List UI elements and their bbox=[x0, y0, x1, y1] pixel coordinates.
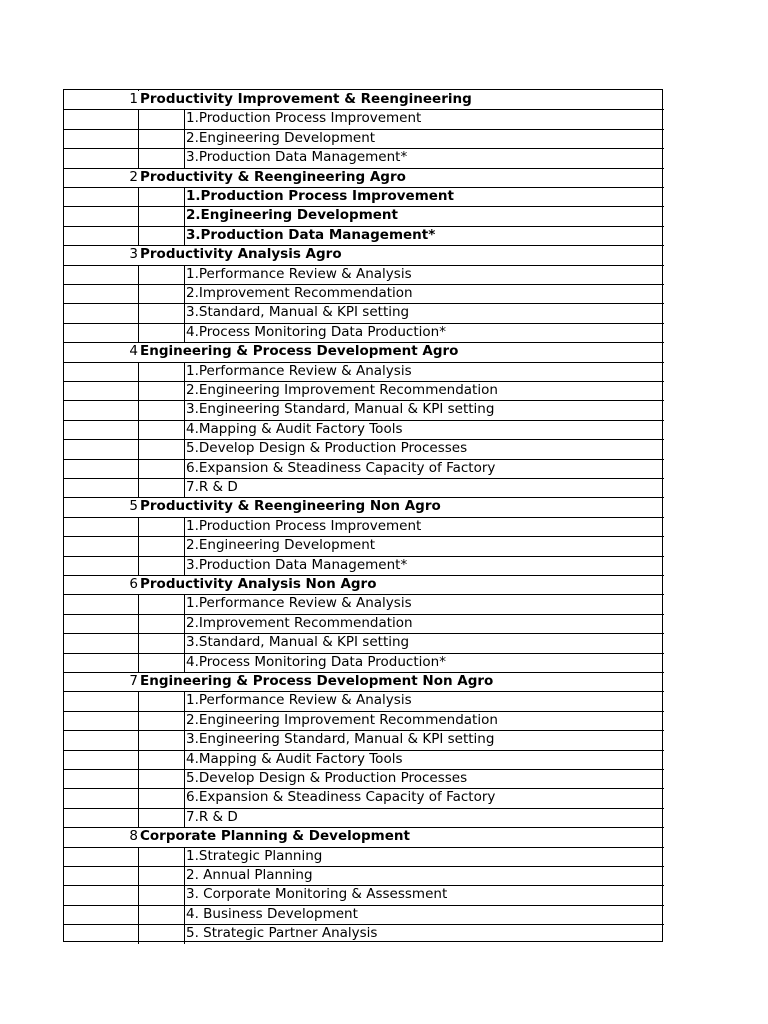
column-divider bbox=[138, 459, 139, 478]
column-divider bbox=[138, 303, 139, 322]
item-row bbox=[64, 788, 664, 807]
item-label: 2.Improvement Recommendation bbox=[186, 614, 413, 631]
column-divider bbox=[138, 711, 139, 730]
section-row bbox=[64, 168, 664, 187]
item-label: 2.Engineering Development bbox=[186, 537, 376, 554]
item-row bbox=[64, 459, 664, 478]
section-row bbox=[64, 575, 664, 594]
item-row bbox=[64, 109, 664, 128]
spreadsheet-table bbox=[63, 89, 663, 942]
section-title: Engineering & Process Development Non Agro bbox=[140, 673, 494, 689]
section-title: Productivity & Reengineering Non Agro bbox=[140, 498, 441, 515]
item-label: 3.Production Data Management* bbox=[186, 556, 408, 573]
item-label: 1.Performance Review & Analysis bbox=[186, 595, 412, 612]
item-row bbox=[64, 206, 664, 225]
item-row bbox=[64, 400, 664, 419]
item-row bbox=[64, 614, 664, 633]
section-number: 7 bbox=[129, 673, 138, 689]
item-row bbox=[64, 594, 664, 613]
item-label: 3.Standard, Manual & KPI setting bbox=[186, 634, 410, 651]
column-divider bbox=[138, 730, 139, 749]
column-divider bbox=[184, 730, 185, 749]
item-row bbox=[64, 478, 664, 497]
column-divider bbox=[184, 847, 185, 866]
item-label: 1.Performance Review & Analysis bbox=[186, 362, 412, 379]
column-divider bbox=[138, 265, 139, 284]
item-row bbox=[64, 148, 664, 167]
item-row bbox=[64, 847, 664, 866]
section-title: Engineering & Process Development Agro bbox=[140, 343, 459, 360]
item-row bbox=[64, 323, 664, 342]
column-divider bbox=[184, 439, 185, 458]
item-row bbox=[64, 769, 664, 788]
item-label: 1.Performance Review & Analysis bbox=[186, 692, 412, 709]
column-divider bbox=[184, 614, 185, 633]
column-divider bbox=[184, 691, 185, 710]
item-label: 3. Corporate Monitoring & Assessment bbox=[186, 886, 448, 903]
item-row bbox=[64, 129, 664, 148]
column-divider bbox=[138, 439, 139, 458]
column-divider bbox=[184, 653, 185, 672]
item-row bbox=[64, 711, 664, 730]
item-label: 7.R & D bbox=[186, 808, 238, 825]
column-divider bbox=[138, 420, 139, 439]
column-divider bbox=[138, 750, 139, 769]
column-divider bbox=[184, 905, 185, 924]
column-divider bbox=[138, 672, 139, 673]
column-divider bbox=[184, 109, 185, 128]
section-row bbox=[64, 245, 664, 264]
item-row bbox=[64, 750, 664, 769]
item-label: 1.Performance Review & Analysis bbox=[186, 265, 412, 282]
column-divider bbox=[138, 342, 139, 343]
section-row bbox=[64, 827, 664, 846]
column-divider bbox=[138, 362, 139, 381]
item-label: 1.Production Process Improvement bbox=[186, 110, 422, 127]
column-divider bbox=[184, 420, 185, 439]
item-row bbox=[64, 381, 664, 400]
item-row bbox=[64, 730, 664, 749]
item-row bbox=[64, 691, 664, 710]
item-label: 3.Engineering Standard, Manual & KPI setting bbox=[186, 401, 495, 418]
item-label: 6.Expansion & Steadiness Capacity of Factory bbox=[186, 789, 496, 806]
column-divider bbox=[138, 497, 139, 498]
item-label: 3.Engineering Standard, Manual & KPI setting bbox=[186, 731, 495, 748]
item-label: 2. Annual Planning bbox=[186, 867, 313, 883]
column-divider bbox=[184, 750, 185, 769]
column-divider bbox=[138, 633, 139, 652]
column-divider bbox=[138, 206, 139, 225]
column-divider bbox=[184, 459, 185, 478]
item-label: 2.Engineering Improvement Recommendation bbox=[186, 711, 498, 728]
item-label: 6.Expansion & Steadiness Capacity of Factory bbox=[186, 459, 496, 476]
item-row bbox=[64, 362, 664, 381]
column-divider bbox=[184, 788, 185, 807]
item-row bbox=[64, 633, 664, 652]
column-divider bbox=[184, 400, 185, 419]
section-number: 6 bbox=[129, 576, 138, 592]
section-title: Corporate Planning & Development bbox=[140, 828, 410, 845]
section-title: Productivity Analysis Agro bbox=[140, 246, 342, 263]
column-divider bbox=[138, 381, 139, 400]
column-divider bbox=[138, 614, 139, 633]
column-divider bbox=[184, 885, 185, 904]
column-divider bbox=[184, 633, 185, 652]
column-divider bbox=[138, 168, 139, 169]
item-label: 4.Mapping & Audit Factory Tools bbox=[186, 750, 403, 767]
column-divider bbox=[138, 866, 139, 885]
column-divider bbox=[184, 187, 185, 206]
column-divider bbox=[138, 323, 139, 342]
item-label: 7.R & D bbox=[186, 479, 238, 495]
column-divider bbox=[138, 245, 139, 246]
item-label: 2.Engineering Development bbox=[186, 129, 376, 146]
item-row bbox=[64, 187, 664, 206]
item-label: 3.Production Data Management* bbox=[186, 149, 408, 166]
item-label: 5. Strategic Partner Analysis bbox=[186, 925, 378, 942]
column-divider bbox=[138, 788, 139, 807]
column-divider bbox=[184, 303, 185, 322]
column-divider bbox=[138, 284, 139, 303]
column-divider bbox=[138, 653, 139, 672]
column-divider bbox=[138, 556, 139, 575]
item-row bbox=[64, 924, 664, 943]
item-label: 3.Standard, Manual & KPI setting bbox=[186, 304, 410, 321]
section-row bbox=[64, 497, 664, 516]
item-row bbox=[64, 653, 664, 672]
column-divider bbox=[138, 400, 139, 419]
column-divider bbox=[184, 556, 185, 575]
column-divider bbox=[184, 711, 185, 730]
item-label: 2.Engineering Development bbox=[186, 207, 398, 224]
column-divider bbox=[138, 187, 139, 206]
section-row bbox=[64, 672, 664, 691]
column-divider bbox=[184, 362, 185, 381]
item-row bbox=[64, 439, 664, 458]
item-label: 4.Process Monitoring Data Production* bbox=[186, 323, 446, 340]
item-row bbox=[64, 905, 664, 924]
column-divider bbox=[184, 924, 185, 943]
item-label: 2.Engineering Improvement Recommendation bbox=[186, 382, 498, 398]
column-divider bbox=[138, 226, 139, 245]
item-label: 3.Production Data Management* bbox=[186, 226, 436, 243]
section-number: 5 bbox=[129, 498, 138, 515]
column-divider bbox=[138, 594, 139, 613]
column-divider bbox=[138, 924, 139, 943]
item-row bbox=[64, 284, 664, 303]
column-divider bbox=[184, 808, 185, 827]
column-divider bbox=[184, 284, 185, 303]
section-number: 1 bbox=[129, 91, 138, 107]
column-divider bbox=[138, 769, 139, 788]
column-divider bbox=[184, 866, 185, 885]
item-label: 1.Strategic Planning bbox=[186, 847, 323, 864]
column-divider bbox=[138, 478, 139, 497]
column-divider bbox=[184, 517, 185, 536]
column-divider bbox=[184, 594, 185, 613]
item-label: 4.Mapping & Audit Factory Tools bbox=[186, 420, 403, 437]
column-divider bbox=[138, 691, 139, 710]
column-divider bbox=[138, 90, 139, 91]
column-divider bbox=[138, 827, 139, 828]
item-row bbox=[64, 420, 664, 439]
item-label: 5.Develop Design & Production Processes bbox=[186, 770, 468, 786]
column-divider bbox=[138, 575, 139, 576]
column-divider bbox=[184, 769, 185, 788]
section-row bbox=[64, 342, 664, 361]
section-title: Productivity & Reengineering Agro bbox=[140, 168, 406, 185]
item-row bbox=[64, 536, 664, 555]
section-row bbox=[64, 90, 664, 109]
column-divider bbox=[184, 148, 185, 167]
item-label: 1.Production Process Improvement bbox=[186, 517, 422, 534]
section-title: Productivity Improvement & Reengineering bbox=[140, 91, 472, 107]
section-number: 8 bbox=[129, 828, 138, 845]
item-row bbox=[64, 517, 664, 536]
section-title: Productivity Analysis Non Agro bbox=[140, 576, 377, 592]
item-label: 2.Improvement Recommendation bbox=[186, 285, 413, 301]
column-divider bbox=[184, 478, 185, 497]
column-divider bbox=[184, 381, 185, 400]
column-divider bbox=[138, 847, 139, 866]
column-divider bbox=[138, 129, 139, 148]
item-row bbox=[64, 265, 664, 284]
column-divider bbox=[184, 206, 185, 225]
column-divider bbox=[184, 129, 185, 148]
column-divider bbox=[184, 265, 185, 284]
column-divider bbox=[138, 905, 139, 924]
column-divider bbox=[138, 109, 139, 128]
section-number: 2 bbox=[129, 168, 138, 185]
column-divider bbox=[138, 517, 139, 536]
item-label: 5.Develop Design & Production Processes bbox=[186, 440, 468, 457]
column-divider bbox=[184, 323, 185, 342]
column-divider bbox=[184, 536, 185, 555]
item-row bbox=[64, 556, 664, 575]
item-row bbox=[64, 866, 664, 885]
item-row bbox=[64, 885, 664, 904]
column-divider bbox=[138, 536, 139, 555]
column-divider bbox=[138, 885, 139, 904]
column-divider bbox=[138, 808, 139, 827]
column-divider bbox=[138, 148, 139, 167]
item-row bbox=[64, 808, 664, 827]
column-divider bbox=[184, 226, 185, 245]
item-label: 1.Production Process Improvement bbox=[186, 188, 454, 204]
item-label: 4.Process Monitoring Data Production* bbox=[186, 653, 446, 670]
item-row bbox=[64, 226, 664, 245]
item-label: 4. Business Development bbox=[186, 905, 358, 922]
section-number: 4 bbox=[129, 343, 138, 360]
item-row bbox=[64, 303, 664, 322]
section-number: 3 bbox=[129, 246, 138, 263]
